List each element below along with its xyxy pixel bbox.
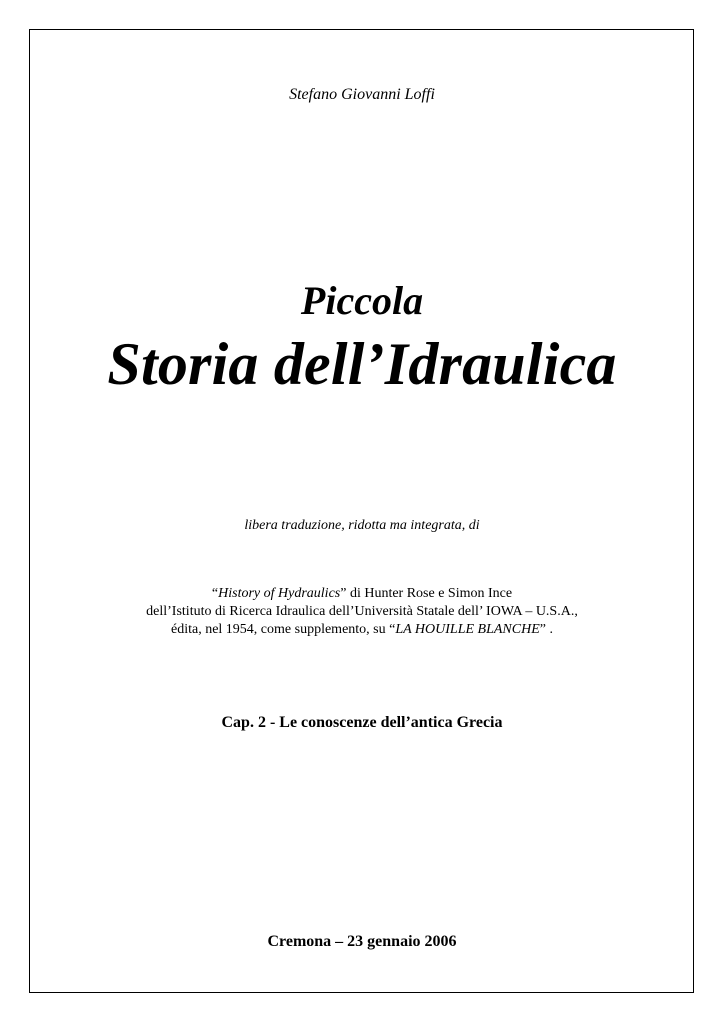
close-quote: ” . [539,622,553,637]
source-citation [0,585,724,639]
place-date: Cremona – 23 gennaio 2006 [267,933,457,950]
source-line-3 [0,621,724,639]
source-line-1 [0,585,724,603]
journal-title: LA HOUILLE BLANCHE [395,622,540,637]
chapter-heading: Cap. 2 - Le conoscenze dell’antica Grecia [221,714,503,731]
title-line-1: Piccola [300,278,424,323]
author-name: Stefano Giovanni Loffi [289,86,435,103]
subtitle: libera traduzione, ridotta ma integrata, di [244,518,480,533]
source-line-2: dell’Istituto di Ricerca Idraulica dell’Università Statale dell’ IOWA – U.S.A., [146,604,578,619]
authors-text: ” di Hunter Rose e Simon Ince [340,586,513,601]
title-line-2: Storia dell’Idraulica [107,331,617,397]
page-border [29,29,694,993]
work-title: History of Hydraulics [218,586,341,601]
open-quote: “ [211,586,219,601]
edition-text: édita, nel 1954, come supplemento, su “ [171,622,396,637]
